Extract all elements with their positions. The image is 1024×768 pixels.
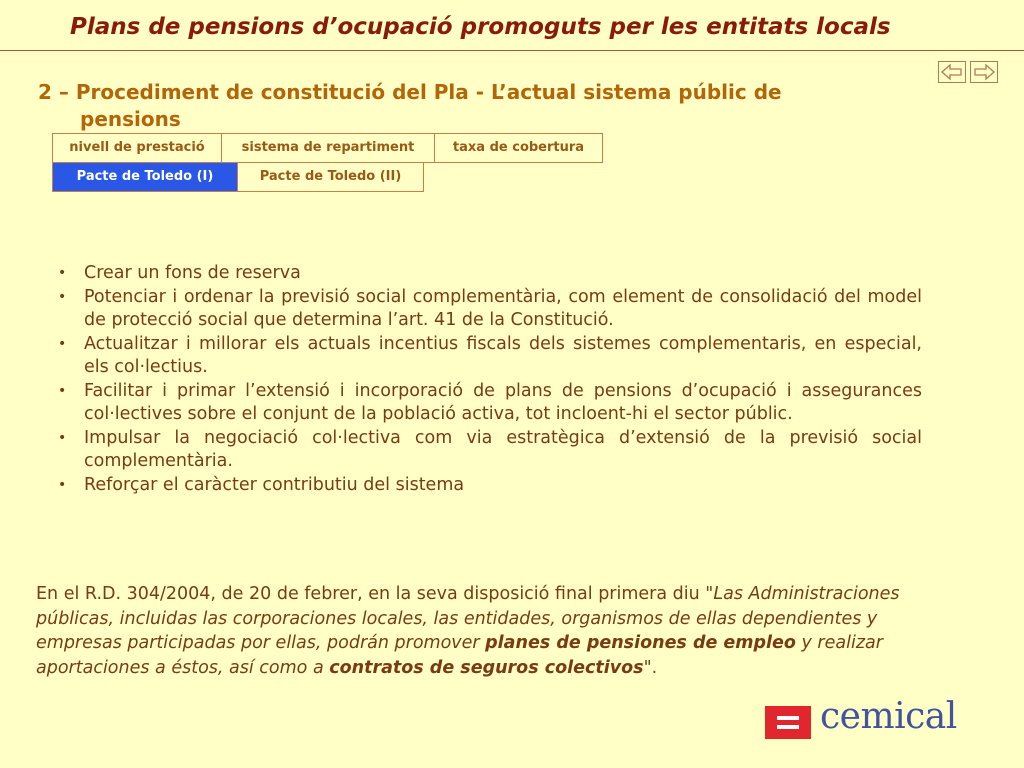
decree-paragraph	[36, 582, 926, 680]
section-title-line1: 2 – Procediment de constitució del Pla - L’actual sistema públic de	[38, 80, 782, 104]
paragraph-outro: ".	[643, 657, 658, 678]
tab-row-2	[52, 162, 602, 191]
tab-taxa-de-cobertura[interactable]: taxa de cobertura	[434, 133, 603, 163]
tab-nivell-de-prestacio[interactable]: nivell de prestació	[52, 133, 222, 163]
list-item: • Actualitzar i millorar els actuals incentius fiscals dels sistemes complementaris, en especial, els col·lectius.	[58, 333, 922, 380]
arrow-right-icon[interactable]	[970, 61, 998, 83]
logo-text: cemical	[820, 696, 957, 737]
tab-bar	[52, 133, 602, 191]
tab-row-1	[52, 133, 602, 162]
arrow-left-icon[interactable]	[938, 61, 966, 83]
tab-pacte-de-toledo-2[interactable]: Pacte de Toledo (II)	[237, 162, 424, 192]
list-item: • Impulsar la negociació col·lectiva com via estratègica d’extensió de la previsió social complementària.	[58, 427, 922, 474]
paragraph-bold-2: contratos de seguros colectivos	[329, 657, 644, 678]
page-title: Plans de pensions d’ocupació promoguts per les entitats locals	[70, 14, 891, 40]
section-title	[38, 79, 908, 133]
section-title-line2: pensions	[80, 107, 181, 131]
measures-list	[58, 262, 922, 497]
title-divider	[0, 50, 1024, 51]
paragraph-quote-1: Las Administraciones públicas, incluidas las corporaciones locales, las entidades, organismos de ellas dependientes y empresas participadas por ellas, podrán promover	[36, 584, 900, 653]
cemical-logo	[765, 696, 975, 742]
list-item: • Crear un fons de reserva	[58, 262, 922, 286]
tab-sistema-de-repartiment[interactable]: sistema de repartiment	[221, 133, 435, 163]
list-item: • Reforçar el caràcter contributiu del sistema	[58, 474, 922, 498]
tab-pacte-de-toledo-1[interactable]: Pacte de Toledo (I)	[52, 162, 238, 192]
paragraph-quote-2: y realizar aportaciones a éstos, así como a	[36, 633, 883, 678]
list-item: • Facilitar i primar l’extensió i incorporació de plans de pensions d’ocupació i assegurances col·lectives sobre el conjunt de la població activa, tot incloent-hi el sector públic.	[58, 380, 922, 427]
paragraph-bold-1: planes de pensiones de empleo	[485, 633, 796, 653]
paragraph-intro: En el R.D. 304/2004, de 20 de febrer, en la seva disposició final primera diu "	[36, 584, 714, 604]
list-item: • Potenciar i ordenar la previsió social complementària, com element de consolidació del model de protecció social que determina l’art. 41 de la Constitució.	[58, 286, 922, 333]
equals-logo-icon	[765, 706, 811, 739]
